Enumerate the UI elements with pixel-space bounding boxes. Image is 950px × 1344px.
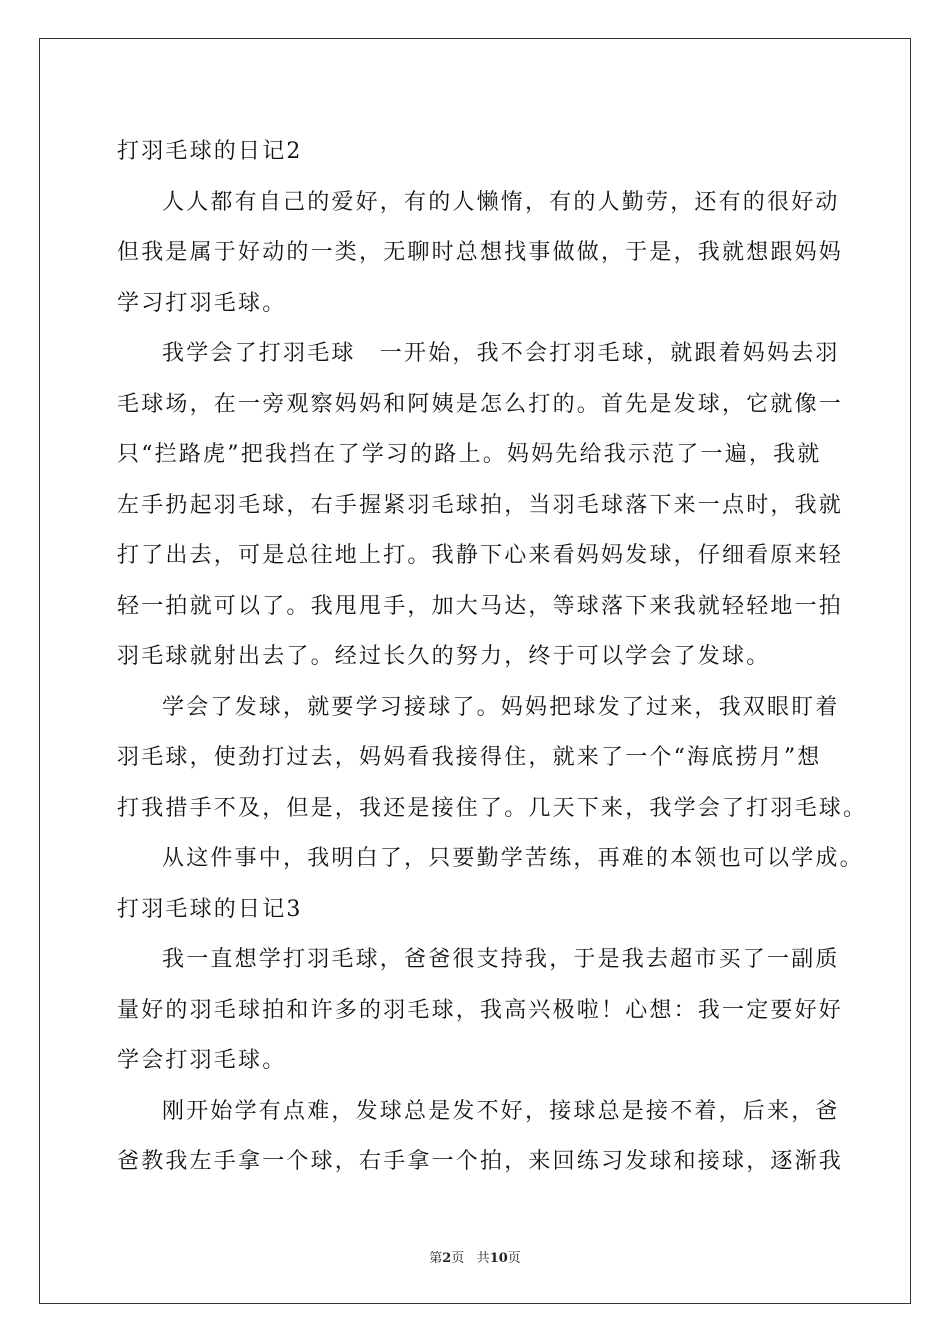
text-line: 但我是属于好动的一类，无聊时总想找事做做，于是，我就想跟妈妈 [117,240,844,265]
document-body [117,127,868,1188]
footer-total-suffix: 页 [507,1251,521,1266]
footer-total-prefix: 共 [476,1251,490,1266]
footer-page-suffix: 页 [451,1251,465,1266]
text-line: 打了出去，可是总往地上打。我静下心来看妈妈发球，仔细看原来轻 [117,543,844,568]
text-line: 打羽毛球的日记2 [117,139,303,164]
text-line: 人人都有自己的爱好，有的人懒惰，有的人勤劳，还有的很好动 [162,189,840,215]
text-line: 量好的羽毛球拍和许多的羽毛球，我高兴极啦！心想：我一定要好好 [117,997,844,1023]
footer-prefix: 第 [429,1251,443,1266]
text-line: 羽毛球，使劲打过去，妈妈看我接得住，就来了一个“海底捞月”想 [117,745,822,770]
text-line: 只“拦路虎”把我挡在了学习的路上。妈妈先给我示范了一遍，我就 [117,442,822,467]
text-line: 打羽毛球的日记3 [117,896,303,922]
text-line: 毛球场，在一旁观察妈妈和阿姨是怎么打的。首先是发球，它就像一 [117,391,844,417]
text-line: 轻一拍就可以了。我甩甩手，加大马达，等球落下来我就轻轻地一拍 [117,593,844,619]
text-line: 我一直想学打羽毛球，爸爸很支持我，于是我去超市买了一副质 [162,947,840,972]
text-line: 从这件事中，我明白了，只要勤学苦练，再难的本领也可以学成。 [162,846,864,871]
text-line: 我学会了打羽毛球 一开始，我不会打羽毛球，就跟着妈妈去羽 [162,341,840,366]
text-line: 学习打羽毛球。 [117,290,287,316]
text-line: 学会了发球，就要学习接球了。妈妈把球发了过来，我双眼盯着 [162,694,840,720]
text-line: 打我措手不及，但是，我还是接住了。几天下来，我学会了打羽毛球。 [117,795,868,821]
page-footer [0,1247,950,1266]
footer-page-number: 2 [442,1251,452,1266]
text-line: 爸教我左手拿一个球，右手拿一个拍，来回练习发球和接球，逐渐我 [117,1149,844,1174]
text-line: 学会打羽毛球。 [117,1048,287,1073]
text-line: 刚开始学有点难，发球总是发不好，接球总是接不着，后来，爸 [162,1098,840,1124]
footer-total-pages: 10 [489,1251,508,1266]
text-line: 左手扔起羽毛球，右手握紧羽毛球拍，当羽毛球落下来一点时，我就 [117,492,844,518]
text-line: 羽毛球就射出去了。经过长久的努力，终于可以学会了发球。 [117,644,771,669]
